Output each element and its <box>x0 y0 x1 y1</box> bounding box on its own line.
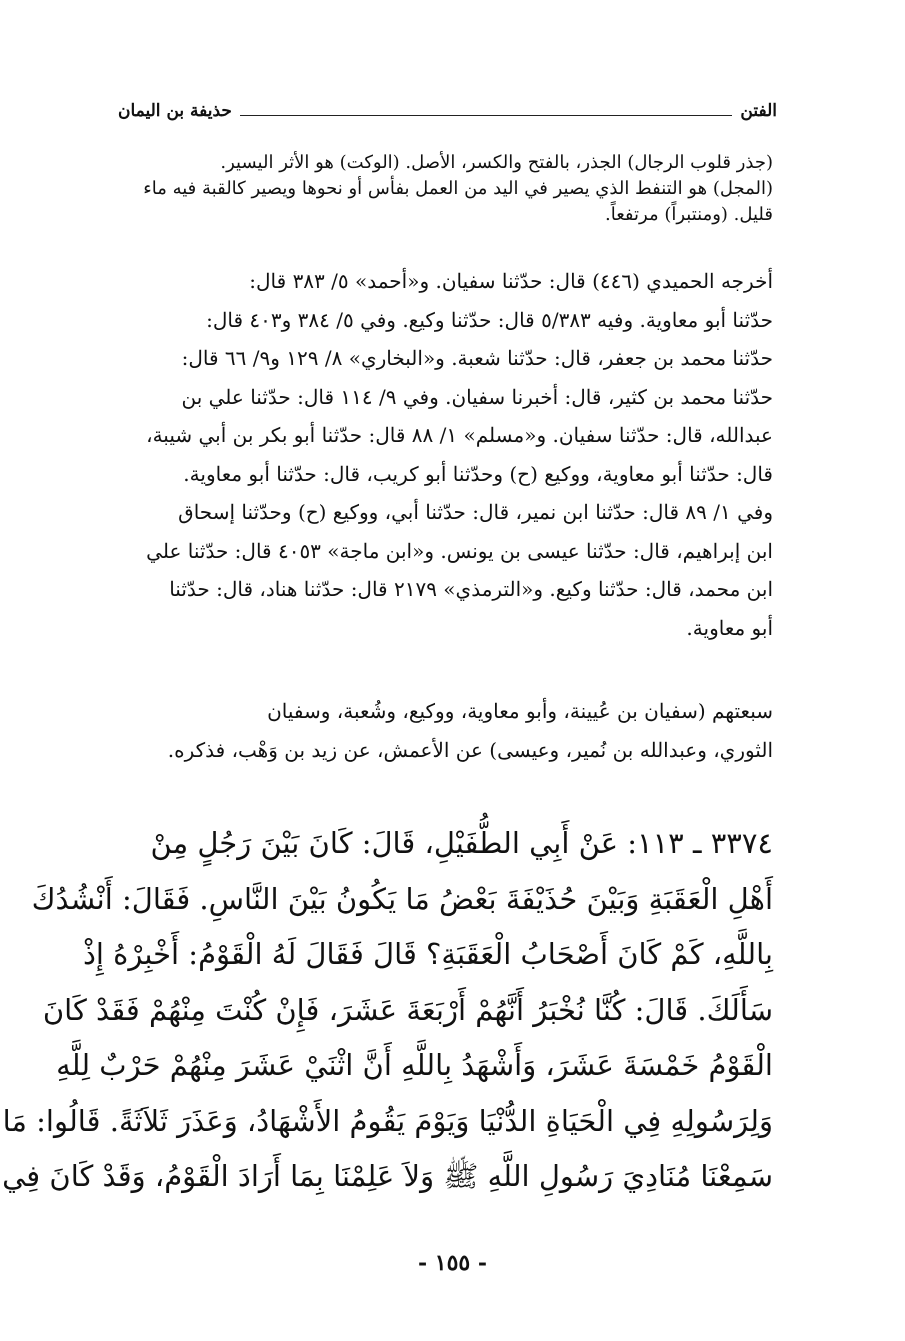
text-line: سَمِعْنَا مُنَادِيَ رَسُولِ اللَّهِ ﷺ وَلاَ عَلِمْنَا بِمَا أَرَادَ الْقَوْمُ، وَقَدْ كَانَ فِي <box>2 1159 773 1193</box>
text-line: أخرجه الحميدي (٤٤٦) قال: حدّثنا سفيان. و«أحمد» ٥/ ٣٨٣ قال: <box>249 269 773 293</box>
text-line: وَلِرَسُولِهِ فِي الْحَيَاةِ الدُّنْيَا وَيَوْمَ يَقُومُ الأَشْهَادُ، وَعَذَرَ ثَلاَثَةً. قَالُوا: مَا <box>2 1103 773 1138</box>
text-line: عبدالله، قال: حدّثنا سفيان. و«مسلم» ١/ ٨٨ قال: حدّثنا أبو بكر بن أبي شيبة، <box>146 423 773 447</box>
page-number: - ١٥٥ - <box>417 1250 488 1276</box>
book-title: الفتن <box>740 101 777 121</box>
text-line: أَهْلِ الْعَقَبَةِ وَبَيْنَ حُذَيْفَةَ بَعْضُ مَا يَكُونُ بَيْنَ النَّاسِ. فَقَالَ: أَنْشُدُكَ <box>31 881 773 916</box>
text-line: قال: حدّثنا أبو معاوية، ووكيع (ح) وحدّثنا أبو كريب، قال: حدّثنا أبو معاوية. <box>183 461 773 486</box>
text-line: الْقَوْمُ خَمْسَةَ عَشَرَ، وَأَشْهَدُ بِاللَّهِ أَنَّ اثْنَيْ عَشَرَ مِنْهُمْ حَرْبٌ لِلَّهِ <box>56 1048 773 1082</box>
text-line: حدّثنا محمد بن كثير، قال: أخبرنا سفيان. وفي ٩/ ١١٤ قال: حدّثنا علي بن <box>181 384 773 409</box>
text-line: ابن محمد، قال: حدّثنا وكيع. و«الترمذي» ٢١٧٩ قال: حدّثنا هناد، قال: حدّثنا <box>169 577 773 601</box>
text-line: (جذر قلوب الرجال) الجذر، بالفتح والكسر، الأصل. (الوكت) هو الأثر اليسير. <box>220 152 773 173</box>
header-rule <box>240 115 733 116</box>
running-header <box>118 94 777 128</box>
text-line: حدّثنا محمد بن جعفر، قال: حدّثنا شعبة. و«البخاري» ٨/ ١٢٩ و٩/ ٦٦ قال: <box>181 346 773 370</box>
text-line: بِاللَّهِ، كَمْ كَانَ أَصْحَابُ الْعَقَبَةِ؟ قَالَ فَقَالَ لَهُ الْقَوْمُ: أَخْبِرْهُ إِذْ <box>82 937 773 971</box>
text-line: الثوري، وعبدالله بن نُمير، وعيسى) عن الأعمش، عن زيد بن وَهْب، فذكره. <box>167 738 773 762</box>
chapter-title: حذيفة بن اليمان <box>118 101 232 121</box>
text-line: (المجل) هو التنفط الذي يصير في اليد من العمل بفأس أو نحوها ويصير كالقبة فيه ماء <box>143 178 773 199</box>
text-line: قليل. (ومنتبراً) مرتفعاً. <box>605 204 773 225</box>
text-line: سَأَلَكَ. قَالَ: كُنَّا نُخْبَرُ أَنَّهُمْ أَرْبَعَةَ عَشَرَ، فَإِنْ كُنْتَ مِنْهُمْ فَقَدْ كَانَ <box>42 992 773 1027</box>
text-line: وفي ١/ ٨٩ قال: حدّثنا ابن نمير، قال: حدّثنا أبي، ووكيع (ح) وحدّثنا إسحاق <box>178 500 773 524</box>
text-line: أبو معاوية. <box>686 615 773 640</box>
text-line: ٣٣٧٤ ـ ١١٣: عَنْ أَبِي الطُّفَيْلِ، قَالَ: كَانَ بَيْنَ رَجُلٍ مِنْ <box>150 826 773 860</box>
text-line: ابن إبراهيم، قال: حدّثنا عيسى بن يونس. و«ابن ماجة» ٤٠٥٣ قال: حدّثنا علي <box>146 538 773 563</box>
text-line: سبعتهم (سفيان بن عُيينة، وأبو معاوية، ووكيع، وشُعبة، وسفيان <box>267 699 773 723</box>
narrator-summary <box>128 692 773 770</box>
text-line: حدّثنا أبو معاوية. وفيه ٥/٣٨٣ قال: حدّثنا وكيع. وفي ٥/ ٣٨٤ و٤٠٣ قال: <box>206 307 773 332</box>
footnote-glossary <box>128 150 773 228</box>
source-citations <box>128 262 773 647</box>
hadith-text <box>2 816 773 1205</box>
